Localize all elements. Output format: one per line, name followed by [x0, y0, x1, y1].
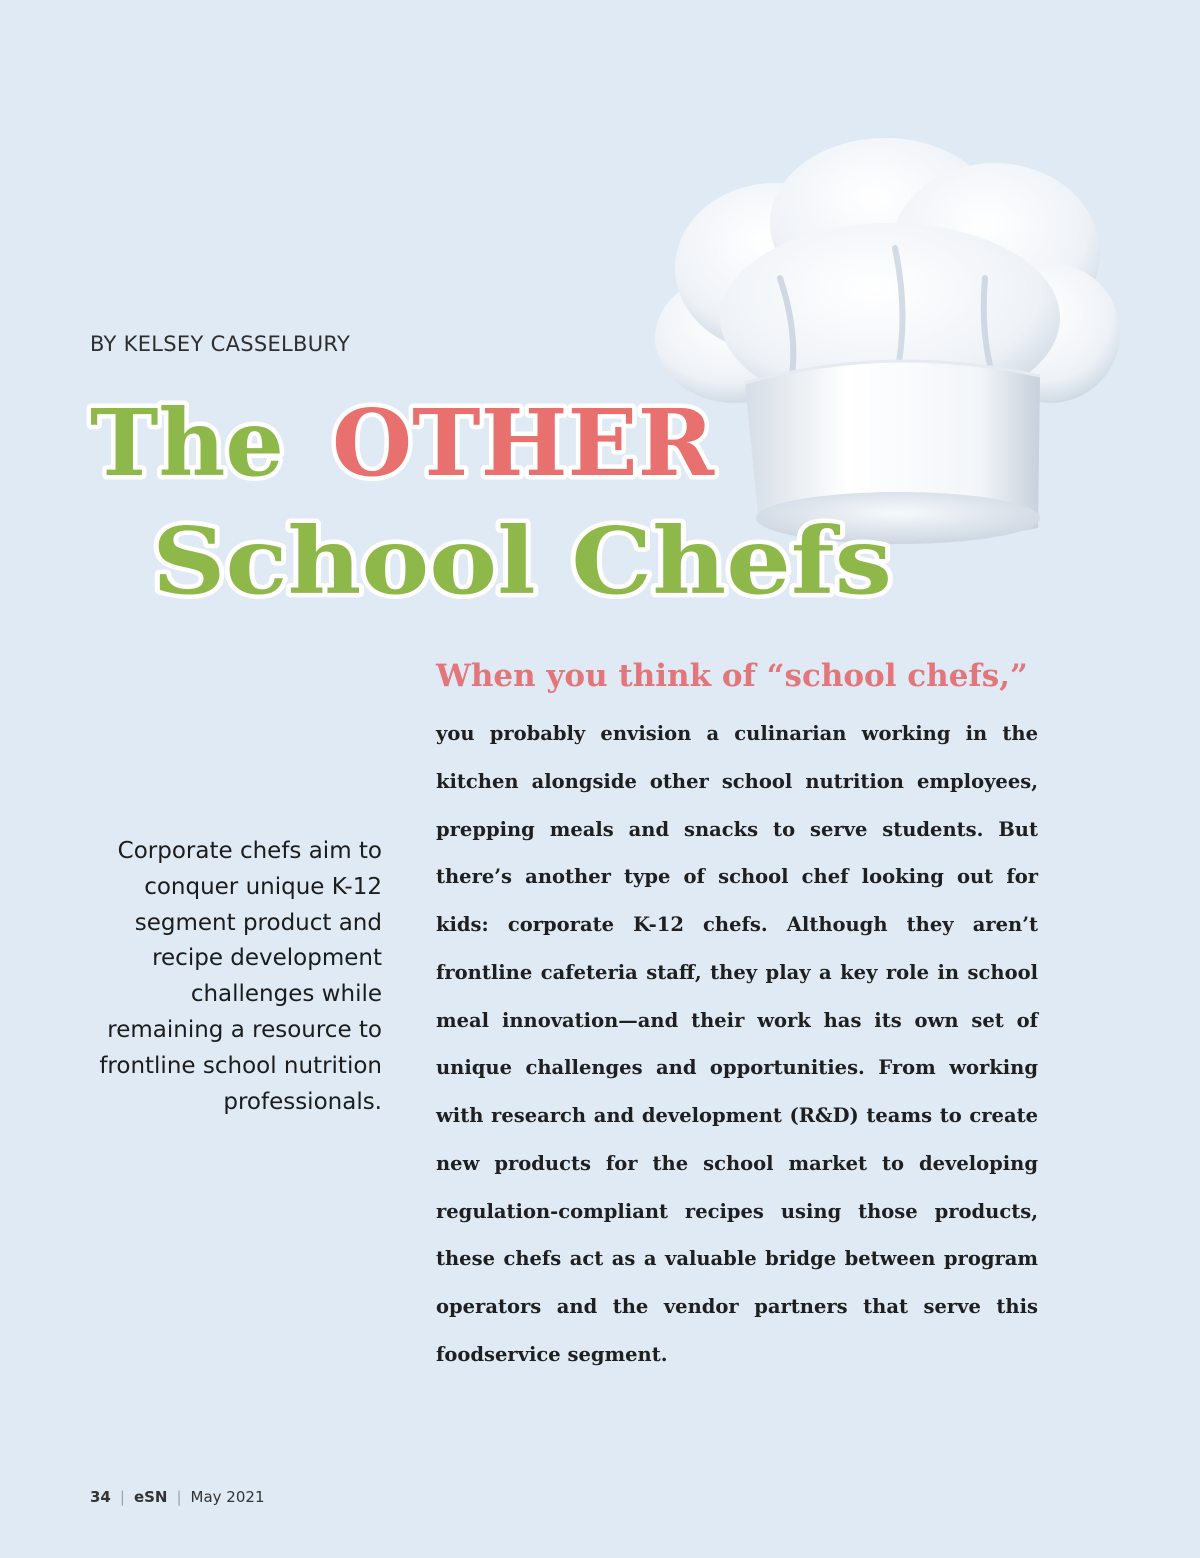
page-footer	[90, 1488, 264, 1506]
issue-date: May 2021	[190, 1488, 265, 1506]
footer-separator: |	[119, 1488, 125, 1506]
article-title	[60, 385, 940, 625]
pull-quote: Corporate chefs aim to conquer unique K-12 segment product and recipe development challenges while remaining a resource to frontline school nutrition professionals.	[99, 838, 382, 1115]
magazine-name: eSN	[133, 1488, 168, 1506]
page-number: 34	[90, 1488, 111, 1506]
footer-separator: |	[176, 1488, 182, 1506]
byline: BY KELSEY CASSELBURY	[90, 332, 351, 356]
lead-in-heading: When you think of “school chefs,”	[436, 658, 1028, 694]
title-word-other: OTHER	[332, 389, 715, 497]
article-body: you probably envision a culinarian working in the kitchen alongside other school nutrition employees, prepping meals and snacks to serve students. But there’s another type of school chef looking out for kids: corporate K-12 chefs. Although they aren’t frontline cafeteria staff, they play a key role in school meal innovation—and their work has its own set of unique challenges and opportunities. From working with research and development (R&D) teams to create new products for the school market to developing regulation-compliant recipes using those products, these chefs act as a valuable bridge between program operators and the vendor partners that serve this foodservice segment.	[436, 722, 1038, 1366]
title-word-the: The	[90, 389, 284, 497]
title-line-school-chefs: School Chefs	[152, 507, 892, 615]
